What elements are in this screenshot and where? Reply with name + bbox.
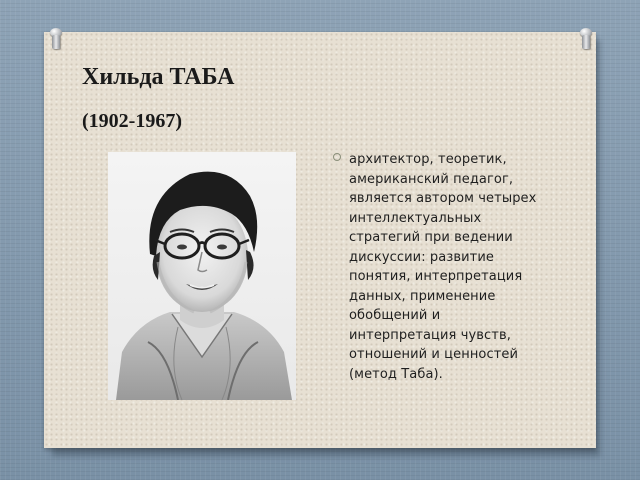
bullet-text: архитектор, теоретик, американский педагог, является автором четырех интеллектуальных стратегий при ведении дискуссии: развитие понятия, интерпретация данных, применение обобщений и интерпретация чувств, отношений и ценностей (метод Таба). <box>349 152 537 382</box>
pushpin-icon <box>578 28 594 50</box>
portrait-photo <box>108 152 296 400</box>
bullet-circle-icon <box>333 153 341 161</box>
pushpin-icon <box>48 28 64 50</box>
bullet-list <box>333 150 551 384</box>
list-item <box>333 150 551 384</box>
slide-subtitle: (1902-1967) <box>82 110 182 132</box>
slide-title: Хильда ТАБА <box>82 64 235 90</box>
